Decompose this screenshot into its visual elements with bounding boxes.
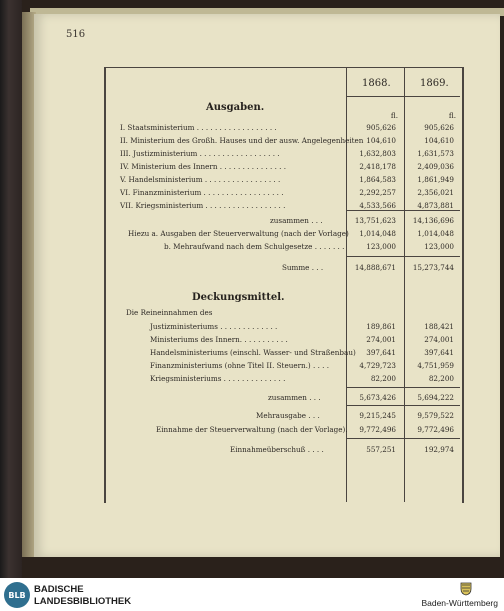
steuer-einnahme-1869: 9,772,496 <box>417 425 454 434</box>
blb-logo: BLB <box>4 582 30 608</box>
page-number: 516 <box>66 29 86 40</box>
ausgaben-row-label: V. Handelsministerium . . . . . . . . . . . . . . . . . <box>120 175 281 184</box>
ausgaben-row-1868: 905,626 <box>366 123 396 132</box>
deckung-row-label: Handelsministeriums (einschl. Wasser- und Straßenbau) <box>150 348 356 357</box>
deckung-row-label: Finanzministeriums (ohne Titel II. Steuern.) . . . . <box>150 361 330 370</box>
deckung-zusammen-1868: 5,673,426 <box>359 393 396 402</box>
deckung-row-1869: 274,001 <box>424 335 454 344</box>
ausgaben-row-1869: 2,409,036 <box>417 162 454 171</box>
ausgaben-row-1868: 4,533,566 <box>359 201 396 210</box>
deckung-row-1868: 189,861 <box>366 322 396 331</box>
ausgaben-zusammen-label: zusammen . . . <box>270 216 323 225</box>
ausgaben-row-1869: 2,356,021 <box>417 188 454 197</box>
extra-a-label: Hiezu a. Ausgaben der Steuerverwaltung (nach der Vorlage) <box>128 229 349 238</box>
extra-a-1868: 1,014,048 <box>359 229 396 238</box>
ueberschuss-1868: 557,251 <box>366 445 396 454</box>
header-rule <box>346 96 460 97</box>
ueberschuss-1869: 192,974 <box>424 445 454 454</box>
ausgaben-row-1868: 104,610 <box>366 136 396 145</box>
ausgaben-zusammen-1868: 13,751,623 <box>354 216 396 225</box>
deckung-zusammen-label: zusammen . . . <box>268 393 321 402</box>
rule-before-summe <box>346 256 460 257</box>
extra-a-1869: 1,014,048 <box>417 229 454 238</box>
ausgaben-row-1869: 905,626 <box>424 123 454 132</box>
partner-name: Baden-Württemberg <box>421 598 498 608</box>
ueberschuss-label: Einnahmeüberschuß . . . . <box>230 445 324 454</box>
deckung-row-1869: 188,421 <box>424 322 454 331</box>
ausgaben-row-label: I. Staatsministerium . . . . . . . . . . . . . . . . . . <box>120 123 277 132</box>
deckung-row-1868: 274,001 <box>366 335 396 344</box>
year-1869: 1869. <box>420 78 449 89</box>
coat-of-arms-icon <box>459 581 473 596</box>
ausgaben-zusammen-1869: 14,136,696 <box>412 216 454 225</box>
ausgaben-row-1868: 1,632,803 <box>359 149 396 158</box>
deckung-row-1868: 4,729,723 <box>359 361 396 370</box>
ausgaben-row-1868: 2,292,257 <box>359 188 396 197</box>
summe-1868: 14,888,671 <box>354 263 396 272</box>
deckung-row-label: Ministeriums des Innern. . . . . . . . . . . <box>150 335 288 344</box>
ausgaben-row-label: VII. Kriegsministerium . . . . . . . . . . . . . . . . . . <box>120 201 286 210</box>
ausgaben-row-label: III. Justizministerium . . . . . . . . . . . . . . . . . . <box>120 149 280 158</box>
column-divider-1869 <box>404 67 405 502</box>
unit-1868: fl. <box>390 111 398 120</box>
ausgaben-row-1869: 1,861,949 <box>417 175 454 184</box>
deckung-row-1869: 4,751,959 <box>417 361 454 370</box>
book-spine <box>0 0 22 578</box>
extra-b-1868: 123,000 <box>366 242 396 251</box>
rule-before-zusammen <box>346 210 460 211</box>
deckung-zusammen-1869: 5,694,222 <box>417 393 454 402</box>
extra-b-label: b. Mehraufwand nach dem Schulgesetze . . . . . . . <box>164 242 345 251</box>
deckung-row-1869: 82,200 <box>428 374 454 383</box>
steuer-einnahme-label: Einnahme der Steuerverwaltung (nach der Vorlage). <box>156 425 348 434</box>
ausgaben-row-label: VI. Finanzministerium . . . . . . . . . . . . . . . . . . <box>120 188 284 197</box>
ausgaben-row-1868: 2,418,178 <box>359 162 396 171</box>
mehrausgabe-1869: 9,579,522 <box>417 411 454 420</box>
deckung-row-label: Kriegsministeriums . . . . . . . . . . . . . . <box>150 374 286 383</box>
rule-after-deckung-zusammen <box>346 405 460 406</box>
ausgaben-row-label: IV. Ministerium des Innern . . . . . . . . . . . . . . . <box>120 162 287 171</box>
deckung-row-1868: 82,200 <box>370 374 396 383</box>
ausgaben-row-label: II. Ministerium des Großh. Hauses und der ausw. Angelegenheiten <box>120 136 364 145</box>
column-divider-1868 <box>346 67 347 502</box>
deckung-row-1869: 397,641 <box>424 348 454 357</box>
library-name-line1: BADISCHE <box>34 584 84 595</box>
deckung-row-label: Justizministeriums . . . . . . . . . . . . . <box>150 322 278 331</box>
deckung-row-1868: 397,641 <box>366 348 396 357</box>
rule-before-ueberschuss <box>346 438 460 439</box>
ausgaben-row-1869: 104,610 <box>424 136 454 145</box>
rule-before-deckung-zusammen <box>346 387 460 388</box>
extra-b-1869: 123,000 <box>424 242 454 251</box>
mehrausgabe-1868: 9,215,245 <box>359 411 396 420</box>
summe-1869: 15,273,744 <box>412 263 454 272</box>
library-name-line2: LANDESBIBLIOTHEK <box>34 596 132 607</box>
ausgaben-row-1869: 4,873,881 <box>417 201 454 210</box>
ausgaben-row-1869: 1,631,573 <box>417 149 454 158</box>
unit-1869: fl. <box>448 111 456 120</box>
ausgaben-row-1868: 1,864,583 <box>359 175 396 184</box>
steuer-einnahme-1868: 9,772,496 <box>359 425 396 434</box>
summe-label: Summe . . . <box>282 263 324 272</box>
year-1868: 1868. <box>362 78 391 89</box>
deckung-intro: Die Reineinnahmen des <box>126 308 213 317</box>
section-title-deckung: Deckungsmittel. <box>192 292 285 303</box>
mehrausgabe-label: Mehrausgabe . . . <box>256 411 320 420</box>
section-title-ausgaben: Ausgaben. <box>206 102 265 113</box>
